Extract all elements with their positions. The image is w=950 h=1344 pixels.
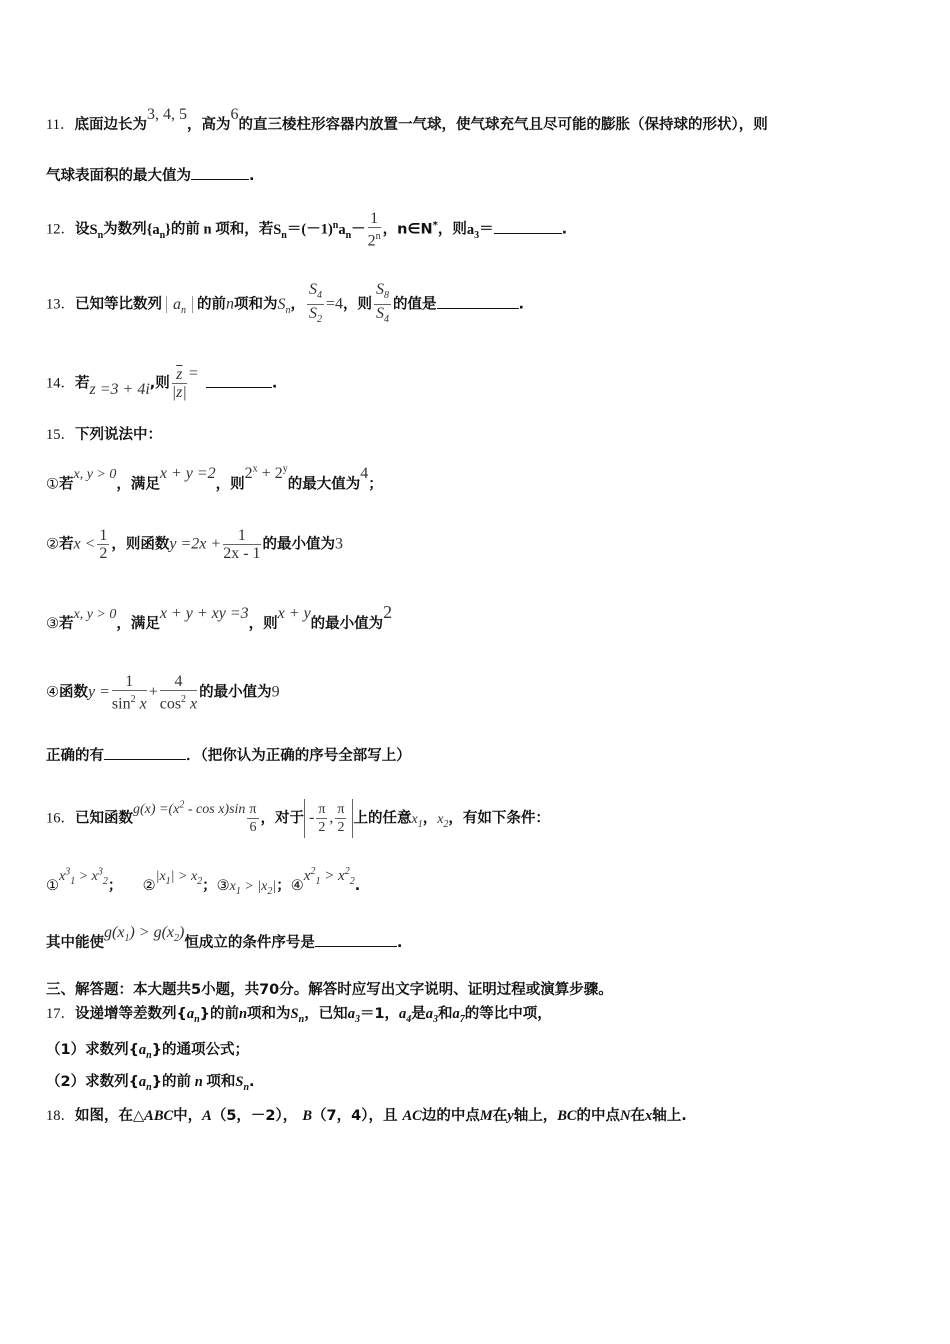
q12-line: 12．设$S_n$为数列$\{a_n\}$的前 n 项和，若$S_n=(-1)^na_n-$ $\frac{1}{2^n}$ ，n∈N*，则$a_3=$ . xyxy=(46,210,568,250)
q15-s1: ①若x, y > 0，满足x + y =2，则$2^x + 2^y$的最大值为4； xyxy=(46,464,383,493)
q14-line: 14．若z =3 + 4i,则 $\frac{\overline{z}}{|z|}$ =. xyxy=(46,364,278,401)
answer-blank[interactable] xyxy=(494,219,562,234)
q11-height: 6 xyxy=(230,106,239,123)
q17-part2: （2）求数列$\{a_n\}$的前 n 项和$S_n$. xyxy=(46,1074,255,1093)
q15-answer: 正确的有 ．（把你认为正确的序号全部写上） xyxy=(46,745,411,766)
zbar-over-absz: $\frac{\overline{z}}{|z|}$ xyxy=(171,366,187,401)
q11-line1: 11．底面边长为3, 4, 5，高为6的直三棱柱形容器内放置一气球，使气球充气且尽可能的膨胀（保持球的形状），则 xyxy=(46,106,768,133)
q17-line: 17．设递增等差数列$\{a_n\}$的前n项和为$S_n$，已知$a_3=1$，$a_4$是$a_3$和$a_7$的等比中项， xyxy=(46,1006,552,1025)
q15-s2: ②若x < $\frac{1}{2}$ ，则函数y =2x + $\frac{1}{2x - 1}$ 的最小值为3 xyxy=(46,527,344,562)
s8-over-s4: $\frac{S_8}{S_4}$ xyxy=(376,281,390,326)
q18-line: 18．如图，在△ABC中，A（5，－2）， B（7，4），且 AC边的中点M在y轴上，BC的中点N在x轴上. xyxy=(46,1108,687,1124)
q15-title: 15．下列说法中： xyxy=(46,427,162,443)
q11-dims: 3, 4, 5 xyxy=(146,106,187,123)
q16-line1: 16．已知函数$g(x) =(x^2 - \cos x)\sin$ $\frac{\pi}{6}$ ，对于 - $\frac{\pi}{2}$ , $\frac{\pi}{2}$ 上的任意$x_1$，$x_2$，有如下条件： xyxy=(46,799,550,838)
q16-conditions: $①x^3_1 > x^3_2$； $②|x_1| > x_2$；$③x_1 > |x_2|$；$④x^2_1 > x^2_2$. xyxy=(46,866,361,897)
q13-line: 13．已知等比数列 $a_n$ 的前n项和为$S_n$， $\frac{S_4}{S_2}$ =4，则 $\frac{S_8}{S_4}$ 的值是 . xyxy=(46,281,524,328)
s4-over-s2: $\frac{S_4}{S_2}$ xyxy=(309,281,322,326)
q17-part1: （1）求数列$\{a_n\}$的通项公式； xyxy=(46,1042,250,1061)
q15-s3: ③若x, y > 0，满足x + y + xy =3，则x + y的最小值为2 xyxy=(46,602,393,632)
q15-s4: ④函数y = $\frac{1}{\sin^2 x}$ + $\frac{4}{\cos^2 x}$ 的最小值为9 xyxy=(46,673,280,713)
answer-blank[interactable] xyxy=(206,373,272,388)
section-heading: 三、解答题：本大题共5小题，共70分。解答时应写出文字说明、证明过程或演算步骤。 xyxy=(46,982,613,998)
interval: - $\frac{\pi}{2}$ , $\frac{\pi}{2}$ xyxy=(304,799,353,838)
answer-blank[interactable] xyxy=(191,165,249,180)
answer-blank[interactable] xyxy=(104,745,186,760)
answer-blank[interactable] xyxy=(437,294,519,309)
q16-question: 其中能使$g(x_1) > g(x_2)$恒成立的条件序号是 . xyxy=(46,924,403,951)
q11-line2: 气球表面积的最大值为 . xyxy=(46,165,255,186)
q12-fraction: $\frac{1}{2^n}$ xyxy=(367,210,381,250)
answer-blank[interactable] xyxy=(315,932,397,947)
